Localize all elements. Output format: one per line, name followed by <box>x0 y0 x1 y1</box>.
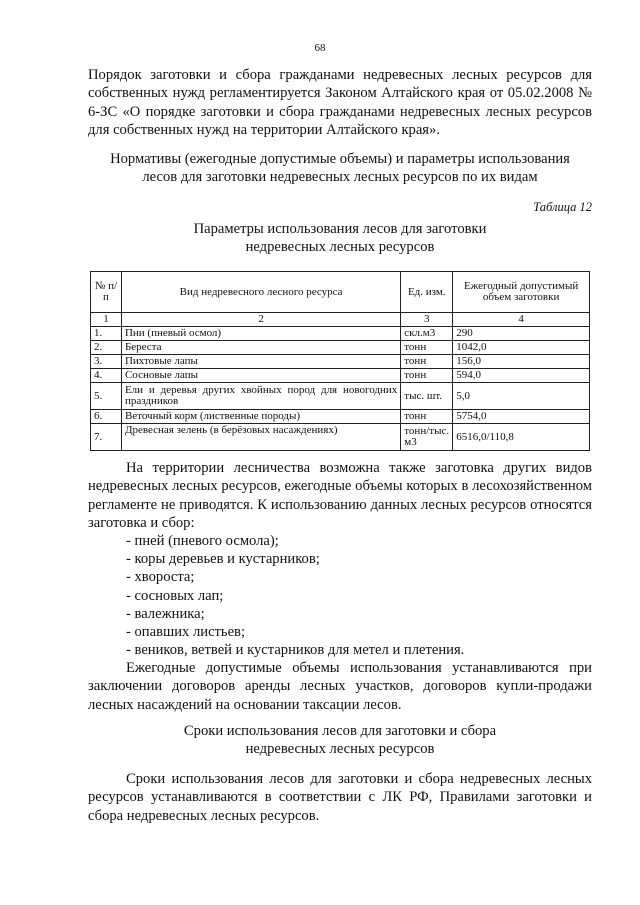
header-num: № п/п <box>91 272 122 313</box>
row-resource: Пихтовые лапы <box>121 355 400 369</box>
section1-heading-line2: лесов для заготовки недревесных лесных ресурсов по их видам <box>142 169 538 186</box>
intro-paragraph: Порядок заготовки и сбора гражданами недревесных лесных ресурсов для собственных нужд регламентируется Законом Алтайского края от 05.02.2008 № 6-ЗС «О порядке заготовки и сбора гражданами недревесных лесных ресурсов для собственных нужд на территории Алтайского края». <box>88 67 592 139</box>
row-resource: Пни (пневый осмол) <box>121 327 400 341</box>
section1-heading <box>88 150 592 187</box>
row-num: 5. <box>91 383 122 410</box>
row-volume: 6516,0/110,8 <box>453 424 590 451</box>
paragraph-annual-volumes: Ежегодные допустимые объемы использования устанавливаются при заключении договоров аренды лесных участков, договоров купли-продажи лесных насаждений на основании таксации лесов. <box>88 660 592 713</box>
list-item: - веников, ветвей и кустарников для метел и плетения. <box>126 642 465 659</box>
section2-heading <box>88 722 592 759</box>
row-volume: 594,0 <box>453 369 590 383</box>
table-row <box>91 355 590 369</box>
list-item: - коры деревьев и кустарников; <box>126 551 320 568</box>
header-volume: Ежегодный допустимый объем заготовки <box>453 272 590 313</box>
list-item: - пней (пневого осмола); <box>126 533 279 549</box>
table-row <box>91 410 590 424</box>
row-unit: скл.м3 <box>401 327 453 341</box>
table-title <box>88 220 592 257</box>
row-unit: тонн/тыс. м3 <box>401 424 453 451</box>
row-unit: тонн <box>401 410 453 424</box>
row-num: 4. <box>91 369 122 383</box>
row-volume: 156,0 <box>453 355 590 369</box>
row-resource: Береста <box>121 341 400 355</box>
list-item: - валежника; <box>126 605 205 622</box>
table-row <box>91 383 590 410</box>
column-number: 1 <box>91 313 122 327</box>
column-number: 2 <box>121 313 400 327</box>
row-volume: 5754,0 <box>453 410 590 424</box>
page-number: 68 <box>314 42 326 54</box>
row-volume: 1042,0 <box>453 341 590 355</box>
row-num: 1. <box>91 327 122 341</box>
row-unit: тонн <box>401 369 453 383</box>
table-row <box>91 424 590 451</box>
table-row <box>91 341 590 355</box>
row-volume: 5,0 <box>453 383 590 410</box>
row-num: 3. <box>91 355 122 369</box>
column-number: 4 <box>453 313 590 327</box>
table-title-line1: Параметры использования лесов для заготовки <box>193 221 487 237</box>
row-num: 2. <box>91 341 122 355</box>
paragraph-other-resources: На территории лесничества возможна также заготовка других видов недревесных лесных ресурсов, ежегодные объемы которых в лесохозяйственном регламенте не приводятся. К использованию данных лесных ресурсов относятся заготовка и сбор: <box>88 460 592 532</box>
section2-heading-line1: Сроки использования лесов для заготовки и сбора <box>183 723 497 739</box>
header-resource: Вид недревесного лесного ресурса <box>121 272 400 313</box>
row-resource: Ели и деревья других хвойных пород для новогодних праздников <box>121 383 400 410</box>
list-item: - сосновых лап; <box>126 587 224 604</box>
paragraph-terms: Сроки использования лесов для заготовки и сбора недревесных лесных ресурсов устанавливаются в соответствии с ЛК РФ, Правилами заготовки и сбора недревесных лесных ресурсов. <box>88 771 592 824</box>
row-num: 7. <box>91 424 122 451</box>
table-row <box>91 369 590 383</box>
column-number: 3 <box>401 313 453 327</box>
row-resource: Древесная зелень (в берёзовых насаждениях) <box>121 424 400 451</box>
row-unit: тонн <box>401 355 453 369</box>
section2-heading-line2: недревесных лесных ресурсов <box>245 741 435 758</box>
table-column-numbers-row <box>91 313 590 327</box>
list-item: - опавших листьев; <box>126 623 246 640</box>
table-header-row <box>91 272 590 313</box>
table-title-line2: недревесных лесных ресурсов <box>245 239 435 256</box>
resources-table <box>90 271 590 451</box>
row-resource: Сосновые лапы <box>121 369 400 383</box>
table-label: Таблица 12 <box>533 200 592 214</box>
row-unit: тыс. шт. <box>401 383 453 410</box>
table-row <box>91 327 590 341</box>
row-resource: Веточный корм (лиственные породы) <box>121 410 400 424</box>
row-volume: 290 <box>453 327 590 341</box>
list-item: - хвороста; <box>126 569 195 586</box>
harvest-list <box>126 532 464 659</box>
row-unit: тонн <box>401 341 453 355</box>
section1-heading-line1: Нормативы (ежегодные допустимые объемы) и параметры использования <box>110 151 570 167</box>
header-unit: Ед. изм. <box>401 272 453 313</box>
row-num: 6. <box>91 410 122 424</box>
